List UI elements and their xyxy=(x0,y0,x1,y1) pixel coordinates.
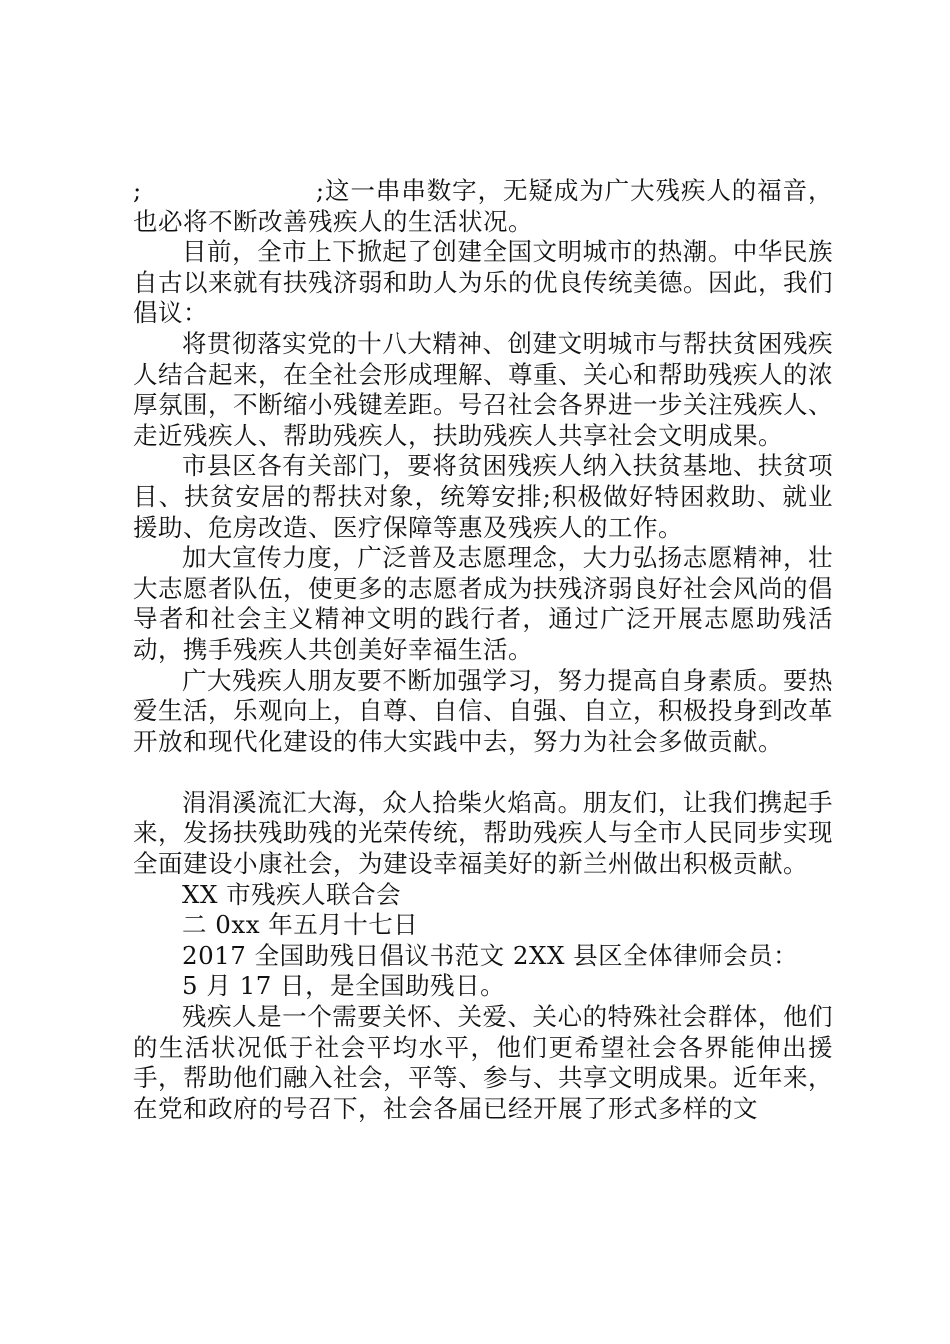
paragraph-city-campaign: 目前，全市上下掀起了创建全国文明城市的热潮。中华民族自古以来就有扶残济弱和助人为乐的优良传统美德。因此，我们倡议： xyxy=(133,237,833,328)
paragraph-disability-day: 5 月 17 日，是全国助残日。 xyxy=(182,971,506,1001)
paragraph-social-group: 残疾人是一个需要关怀、关爱、关心的特殊社会群体，他们的生活状况低于社会平均水平，他们更希望社会各界能伸出援手，帮助他们融入社会，平等、参与、共享文明成果。近年来，在党和政府的号召下，社会各届已经开展了形式多样的文 xyxy=(133,1002,833,1123)
paragraph-intro-text: 这一串串数字，无疑成为广大残疾人的福音，也必将不断改善残疾人的生活状况。 xyxy=(133,176,834,236)
blank-line xyxy=(133,757,833,788)
paragraph-closing: 涓涓溪流汇大海，众人拾柴火焰高。朋友们，让我们携起手来，发扬扶残助残的光荣传统，帮助残疾人与全市人民同步实现全面建设小康社会，为建设幸福美好的新兰州做出积极贡献。 xyxy=(133,787,833,879)
second-document-title: 2017 全国助残日倡议书范文 2XX 县区全体律师会员： xyxy=(182,940,799,970)
paragraph-proposal-3: 加大宣传力度，广泛普及志愿理念，大力弘扬志愿精神，壮大志愿者队伍，使更多的志愿者成为扶残济弱良好社会风尚的倡导者和社会主义精神文明的践行者，通过广泛开展志愿助残活动，携手残疾人共创美好幸福生活。 xyxy=(133,543,833,664)
paragraph-proposal-4: 广大残疾人朋友要不断加强学习，努力提高自身素质。要热爱生活，乐观向上，自尊、自信、自强、自立，积极投身到改革开放和现代化建设的伟大实践中去，努力为社会多做贡献。 xyxy=(133,665,833,756)
signature-line: XX 市残疾人联合会 xyxy=(182,879,402,909)
document-body xyxy=(133,176,833,1124)
paragraph-proposal-2: 市县区各有关部门，要将贫困残疾人纳入扶贫基地、扶贫项目、扶贫安居的帮扶对象，统筹安排;积极做好特困救助、就业援助、危房改造、医疗保障等惠及残疾人的工作。 xyxy=(133,451,833,542)
paragraph-intro xyxy=(133,176,833,237)
semicolon-placeholders: ; ; xyxy=(133,176,325,205)
date-line: 二 0xx 年五月十七日 xyxy=(182,910,419,940)
paragraph-proposal-1: 将贯彻落实党的十八大精神、创建文明城市与帮扶贫困残疾人结合起来，在全社会形成理解、尊重、关心和帮助残疾人的浓厚氛围，不断缩小残键差距。号召社会各界进一步关注残疾人、走近残疾人、帮助残疾人，扶助残疾人共享社会文明成果。 xyxy=(133,328,833,450)
